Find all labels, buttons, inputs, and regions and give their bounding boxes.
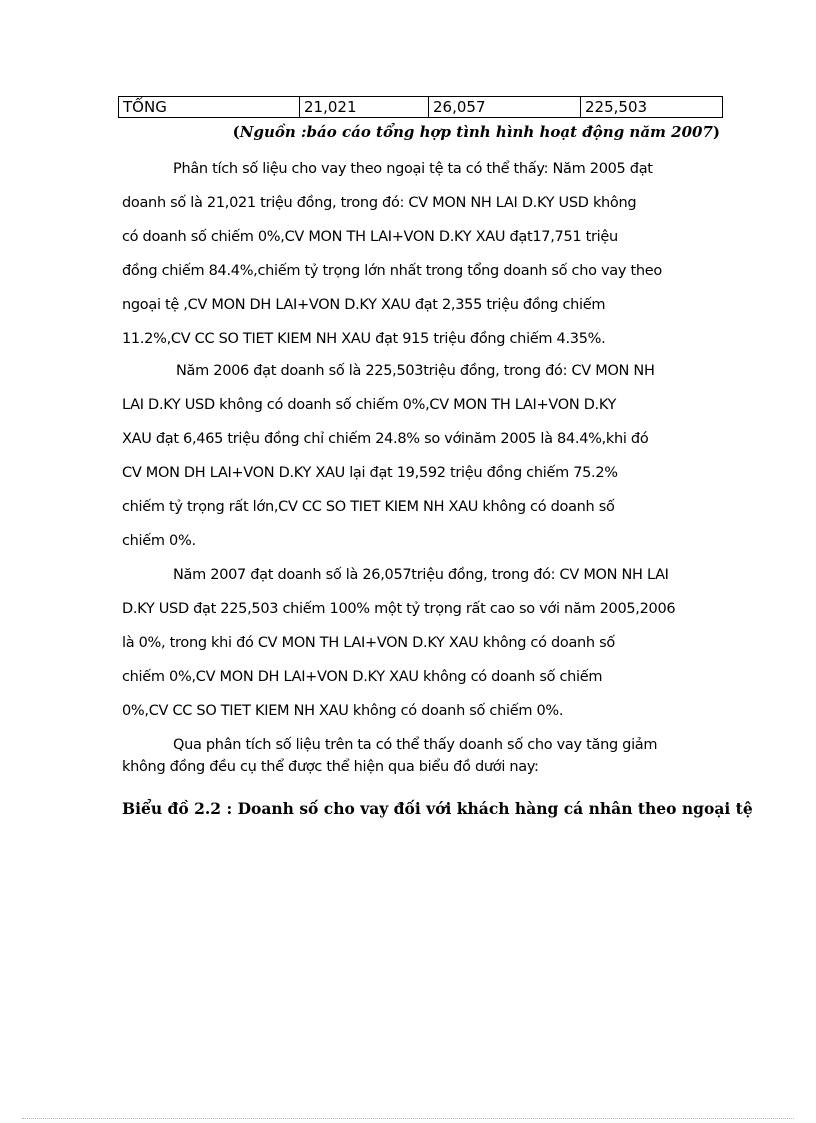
- source-note: [233, 123, 720, 141]
- paragraph-line: có doanh số chiếm 0%,CV MON TH LAI+VON D.KY XAU đạt17,751 triệu: [122, 229, 618, 245]
- paragraph-line: 11.2%,CV CC SO TIET KIEM NH XAU đạt 915 triệu đồng chiếm 4.35%.: [122, 331, 606, 347]
- paragraph-2005: [122, 152, 722, 356]
- paragraph-line: chiếm 0%,CV MON DH LAI+VON D.KY XAU không có doanh số chiếm: [122, 669, 603, 685]
- table-cell-2005: 21,021: [300, 97, 429, 118]
- paragraph-line: doanh số là 21,021 triệu đồng, trong đó: CV MON NH LAI D.KY USD không: [122, 195, 637, 211]
- paragraph-line: chiếm tỷ trọng rất lớn,CV CC SO TIET KIEM NH XAU không có doanh số: [122, 499, 615, 515]
- source-close-paren: ): [712, 123, 720, 141]
- summary-table: [118, 96, 723, 118]
- paragraph-line: không đồng đều cụ thể được thể hiện qua biểu đồ dưới nay:: [122, 759, 539, 775]
- paragraph-2006: [122, 354, 722, 558]
- paragraph-line: LAI D.KY USD không có doanh số chiếm 0%,CV MON TH LAI+VON D.KY: [122, 397, 617, 413]
- paragraph-line: là 0%, trong khi đó CV MON TH LAI+VON D.KY XAU không có doanh số: [122, 635, 615, 651]
- paragraph-line: Phân tích số liệu cho vay theo ngoại tệ ta có thể thấy: Năm 2005 đạt: [173, 161, 653, 177]
- paragraph-line: ngoại tệ ,CV MON DH LAI+VON D.KY XAU đạt 2,355 triệu đồng chiếm: [122, 297, 606, 313]
- paragraph-line: 0%,CV CC SO TIET KIEM NH XAU không có doanh số chiếm 0%.: [122, 703, 564, 719]
- table-cell-2006: 26,057: [429, 97, 581, 118]
- page-footer-divider: [22, 1118, 794, 1119]
- paragraph-conclusion: [122, 734, 722, 778]
- paragraph-line: chiếm 0%.: [122, 533, 196, 549]
- paragraph-line: Qua phân tích số liệu trên ta có thể thấy doanh số cho vay tăng giảm: [173, 737, 658, 753]
- table-row: [119, 97, 723, 118]
- paragraph-line: Năm 2007 đạt doanh số là 26,057triệu đồng, trong đó: CV MON NH LAI: [173, 567, 669, 583]
- source-label: Nguồn :báo cáo tổng hợp tình hình hoạt động năm 2007: [239, 123, 713, 141]
- paragraph-line: XAU đạt 6,465 triệu đồng chỉ chiếm 24.8% so vớinăm 2005 là 84.4%,khi đó: [122, 431, 649, 447]
- paragraph-2007: [122, 558, 722, 728]
- table-cell-total-label: TỔNG: [119, 97, 300, 118]
- paragraph-line: D.KY USD đạt 225,503 chiếm 100% một tỷ trọng rất cao so với năm 2005,2006: [122, 601, 676, 617]
- table-cell-2007: 225,503: [581, 97, 723, 118]
- paragraph-line: Năm 2006 đạt doanh số là 225,503triệu đồng, trong đó: CV MON NH: [176, 363, 655, 379]
- paragraph-line: CV MON DH LAI+VON D.KY XAU lại đạt 19,592 triệu đồng chiếm 75.2%: [122, 465, 618, 481]
- paragraph-line: đồng chiếm 84.4%,chiếm tỷ trọng lớn nhất trong tổng doanh số cho vay theo: [122, 263, 662, 279]
- source-open-paren: (: [232, 123, 240, 141]
- chart-heading: Biểu đồ 2.2 : Doanh số cho vay đối với khách hàng cá nhân theo ngoại tệ: [122, 799, 753, 818]
